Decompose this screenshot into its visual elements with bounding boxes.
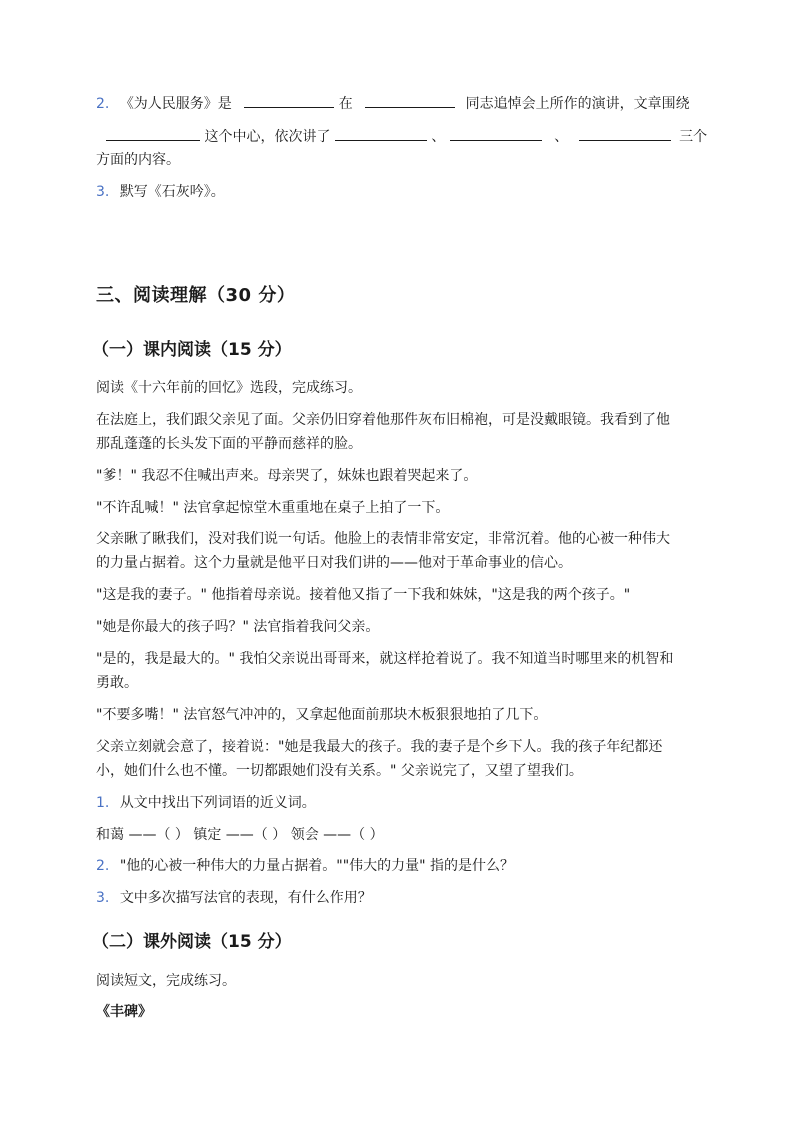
section-heading: 三、阅读理解（30 分） — [96, 285, 296, 306]
fill-blank[interactable] — [579, 126, 671, 141]
synonym-line: 和蔼 ——（ ） 镇定 ——（ ） 领会 ——（ ） — [96, 827, 384, 843]
question-text: "他的心被一种伟大的力量占据着。""伟大的力量" 指的是什么？ — [119, 858, 515, 874]
passage-line: "她是你最大的孩子吗？" 法官指着我问父亲。 — [96, 619, 380, 635]
question-number: 1. — [96, 795, 110, 811]
passage-line: "不要多嘴！" 法官怒气冲冲的，又拿起他面前那块木板狠狠地拍了几下。 — [96, 707, 548, 723]
question-text: 文中多次描写法官的表现，有什么作用？ — [119, 890, 372, 906]
part1-heading: （一）课内阅读（15 分） — [92, 340, 292, 360]
q2-text-3: 同志追悼会上所作的演讲，文章围绕 — [465, 96, 690, 112]
passage-line: 那乱蓬蓬的长头发下面的平静而慈祥的脸。 — [96, 436, 362, 452]
question-number: 3. — [96, 890, 110, 906]
question-text: 从文中找出下列词语的近义词。 — [119, 795, 316, 811]
q2-sep-1: 、 — [431, 129, 446, 145]
part1-question-3 — [96, 888, 706, 908]
q3-line — [96, 182, 706, 202]
passage-line: "是的，我是最大的。" 我怕父亲说出哥哥来，就这样抢着说了。我不知道当时哪里来的机智和 — [96, 651, 674, 667]
passage-line: "这是我的妻子。" 他指着母亲说。接着他又指了一下我和妹妹，"这是我的两个孩子。" — [96, 587, 631, 603]
fill-blank[interactable] — [335, 126, 427, 141]
part2-intro: 阅读短文，完成练习。 — [96, 973, 236, 989]
fill-blank[interactable] — [106, 126, 200, 141]
q2-text-4: 这个中心，依次讲了 — [204, 129, 331, 145]
article-title: 《丰碑》 — [96, 1004, 152, 1020]
q2-line-1 — [96, 93, 706, 114]
part1-question-2 — [96, 856, 706, 876]
passage-line: 勇敢。 — [96, 675, 138, 691]
fill-blank[interactable] — [244, 93, 334, 108]
q2-line-3 — [96, 150, 706, 170]
fill-blank[interactable] — [365, 93, 455, 108]
passage-line: "爹！" 我忍不住喊出声来。母亲哭了，妹妹也跟着哭起来了。 — [96, 468, 478, 484]
q3-number: 3. — [96, 184, 110, 200]
q2-text-7: 三个 — [679, 129, 708, 145]
passage-line: 小，她们什么也不懂。一切都跟她们没有关系。" 父亲说完了，又望了望我们。 — [96, 763, 583, 779]
q3-text: 默写《石灰吟》。 — [119, 184, 225, 200]
passage-line: "不许乱喊！" 法官拿起惊堂木重重地在桌子上拍了一下。 — [96, 500, 450, 516]
q2-text-2: 在 — [338, 96, 353, 112]
part1-intro: 阅读《十六年前的回忆》选段，完成练习。 — [96, 380, 362, 396]
q2-sep-2: 、 — [554, 129, 569, 145]
fill-blank[interactable] — [450, 126, 542, 141]
part2-heading: （二）课外阅读（15 分） — [92, 932, 292, 952]
q2-line-2 — [96, 126, 706, 147]
passage-line: 在法庭上，我们跟父亲见了面。父亲仍旧穿着他那件灰布旧棉袍，可是没戴眼镜。我看到了他 — [96, 412, 670, 428]
passage-line: 父亲立刻就会意了，接着说："她是我最大的孩子。我的妻子是个乡下人。我的孩子年纪都还 — [96, 739, 663, 755]
passage-line: 的力量占据着。这个力量就是他平日对我们讲的——他对于革命事业的信心。 — [96, 555, 572, 571]
q2-text-1: 《为人民服务》是 — [119, 96, 232, 112]
q2-number: 2. — [96, 96, 110, 112]
q2-text-8: 方面的内容。 — [96, 152, 180, 168]
passage-line: 父亲瞅了瞅我们，没对我们说一句话。他脸上的表情非常安定，非常沉着。他的心被一种伟大 — [96, 531, 670, 547]
question-number: 2. — [96, 858, 110, 874]
part1-question-1 — [96, 793, 706, 813]
